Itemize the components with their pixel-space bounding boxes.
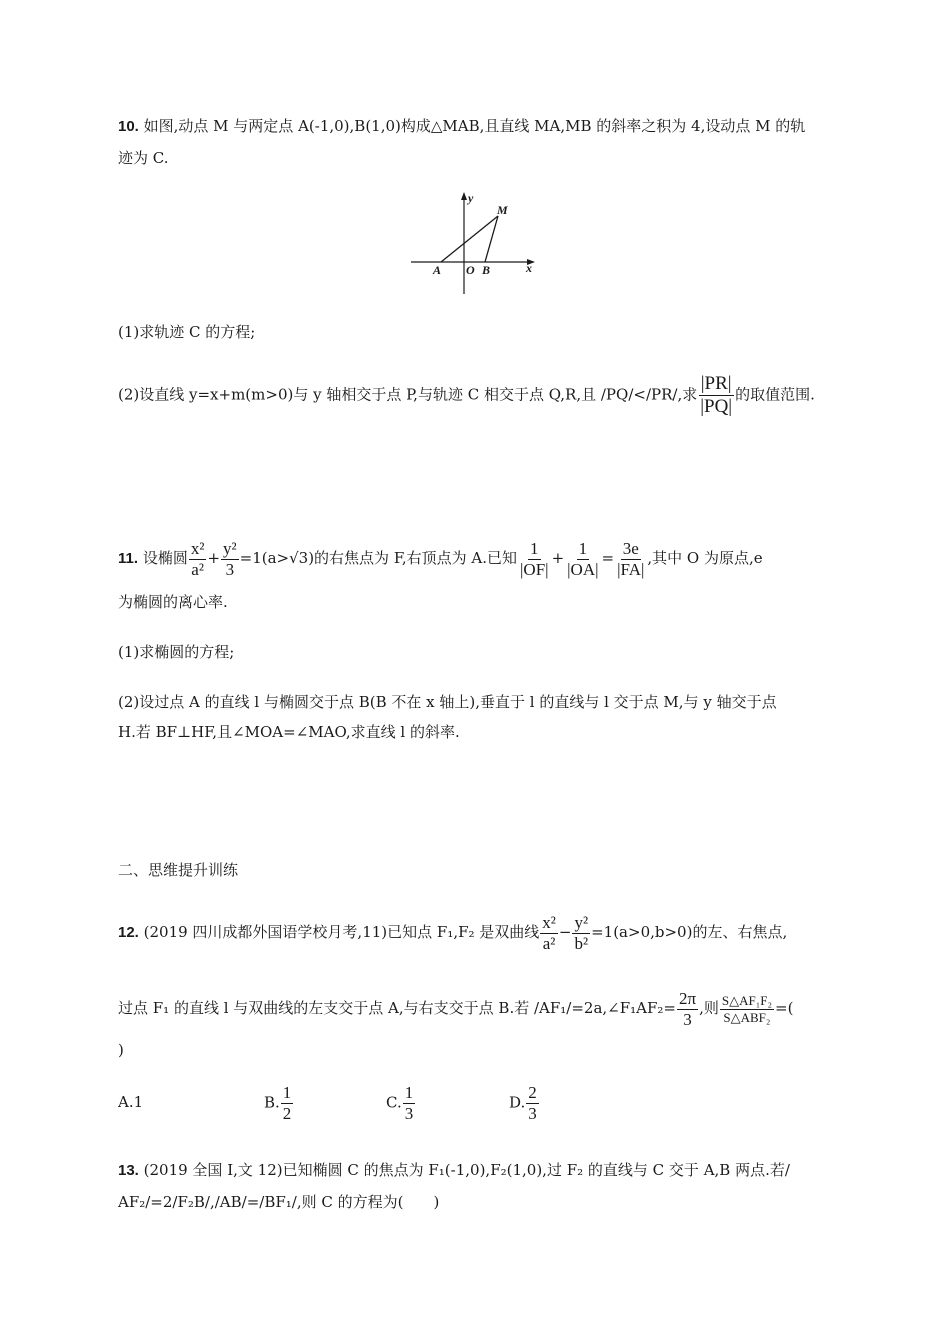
q12-option-b[interactable] <box>264 1084 294 1123</box>
q11-number: 11. <box>118 550 139 567</box>
q10-ratio-num: |PR| <box>700 373 732 394</box>
q12-frac-area-num: S△AF₁F₂ <box>721 992 772 1008</box>
q10-text-line1: 如图,动点 M 与两定点 A(-1,0),B(1,0)构成△MAB,且直线 MA,MB 的斜率之积为 4,设动点 M 的轨 <box>143 117 806 135</box>
q12-option-c-frac <box>403 1084 416 1123</box>
q11-text-c: ,其中 O 为原点,e <box>647 549 763 567</box>
q10-number: 10. <box>118 118 139 135</box>
q11-plus: + <box>207 549 221 567</box>
q13-line1 <box>118 1158 790 1183</box>
q12-option-d-den: 3 <box>528 1103 537 1123</box>
q10-part1: (1)求轨迹 C 的方程; <box>118 323 256 341</box>
q12-option-c-num: 1 <box>404 1083 414 1102</box>
label-a: A <box>433 263 442 277</box>
label-x: x <box>526 261 532 275</box>
q11-frac-of-den: |OF| <box>520 559 549 579</box>
segment-am <box>441 216 498 262</box>
q11-frac-of-num: 1 <box>530 538 539 558</box>
q12-option-c-label: C. <box>386 1093 402 1112</box>
q11-text-a: 设椭圆 <box>142 549 188 567</box>
q13-line2: AF₂/=2/F₂B/,/AB/=/BF₁/,则 C 的方程为( ) <box>118 1193 440 1211</box>
q11-part1: (1)求椭圆的方程; <box>118 643 235 661</box>
q10-part2-text-a: (2)设直线 y=x+m(m>0)与 y 轴相交于点 P,与轨迹 C 相交于点 Q,R,且 /PQ/</PR/,求 <box>118 385 698 404</box>
q11-line1 <box>118 536 763 581</box>
q10-ratio-fraction <box>698 374 734 417</box>
q10-ratio-den: |PQ| <box>700 395 733 417</box>
q12-frac-x2a2 <box>540 914 558 953</box>
q12-option-a-value: 1 <box>133 1093 144 1111</box>
q11-text-b: =1(a>√3)的右焦点为 F,右顶点为 A.已知 <box>239 549 518 567</box>
q12-frac-area-den: S△ABF₂ <box>723 1009 771 1025</box>
q11-plus2: + <box>551 549 565 567</box>
q12-option-b-label: B. <box>264 1093 280 1112</box>
label-y: y <box>468 191 474 205</box>
q12-line2-c: =( <box>775 999 794 1017</box>
q11-frac-oa <box>565 540 600 579</box>
q11-frac-fa <box>615 540 646 579</box>
q10-part2-text-b: 的取值范围. <box>735 385 815 404</box>
q12-frac-x2a2-num: x² <box>542 912 556 932</box>
q11-part2-line1: (2)设过点 A 的直线 l 与椭圆交于点 B(B 不在 x 轴上),垂直于 l 的直线与 l 交于点 M,与 y 轴交于点 <box>118 693 777 711</box>
q12-line3: ) <box>118 1041 124 1059</box>
label-b: B <box>482 263 491 277</box>
segment-bm <box>485 216 498 262</box>
q12-option-d-num: 2 <box>528 1083 537 1102</box>
q11-frac-fa-den: |FA| <box>617 559 645 579</box>
q12-text-a: (2019 四川成都外国语学校月考,11)已知点 F₁,F₂ 是双曲线 <box>143 923 540 941</box>
q11-frac-x2a2-den: a² <box>191 559 204 579</box>
q12-frac-angle-num: 2π <box>678 988 697 1008</box>
q10-line1 <box>118 114 805 139</box>
q12-frac-angle <box>677 990 698 1029</box>
q12-text-b: =1(a>0,b>0)的左、右焦点, <box>591 923 788 941</box>
q12-minus: − <box>558 923 572 941</box>
q11-frac-oa-den: |OA| <box>567 559 599 579</box>
q12-frac-angle-den: 3 <box>683 1009 692 1029</box>
q12-frac-x2a2-den: a² <box>542 933 556 953</box>
q11-frac-oa-num: 1 <box>578 538 588 558</box>
q12-number: 12. <box>118 924 139 941</box>
q11-line2: 为椭圆的离心率. <box>118 593 228 611</box>
q11-part2-line2: H.若 BF⊥HF,且∠MOA=∠MAO,求直线 l 的斜率. <box>118 723 460 741</box>
q11-frac-y23 <box>221 540 239 579</box>
q12-option-a[interactable] <box>118 1090 143 1114</box>
q11-frac-of <box>518 540 551 579</box>
q11-frac-y23-num: y² <box>223 538 237 558</box>
q12-option-d[interactable] <box>509 1084 540 1123</box>
q13-text-line1: (2019 全国 Ⅰ,文 12)已知椭圆 C 的焦点为 F₁(-1,0),F₂(1,0),过 F₂ 的直线与 C 交于 A,B 两点.若/ <box>143 1161 790 1179</box>
q10-text-line2: 迹为 C. <box>118 149 169 167</box>
q12-option-d-frac <box>526 1084 539 1123</box>
y-axis-arrow <box>461 192 467 200</box>
q12-option-b-den: 2 <box>282 1103 292 1123</box>
q12-option-c-den: 3 <box>404 1103 414 1123</box>
q12-option-b-num: 1 <box>282 1083 292 1102</box>
q11-frac-fa-num: 3e <box>622 538 639 558</box>
section-title: 二、思维提升训练 <box>118 861 239 879</box>
q12-option-d-label: D. <box>509 1093 526 1112</box>
q12-frac-y2b2-num: y² <box>574 912 589 932</box>
label-m: M <box>497 203 508 217</box>
q11-eq: = <box>601 549 615 567</box>
q12-line1 <box>118 910 787 955</box>
q11-frac-x2a2 <box>189 540 207 579</box>
q12-option-c[interactable] <box>386 1084 416 1123</box>
q12-line2-b: ,则 <box>699 999 719 1017</box>
q12-option-b-frac <box>281 1084 294 1123</box>
label-o: O <box>466 263 475 277</box>
q10-figure <box>405 188 545 300</box>
q11-frac-x2a2-num: x² <box>190 538 205 558</box>
q10-part2 <box>118 374 815 417</box>
q12-frac-y2b2-den: b² <box>574 933 589 953</box>
q12-option-a-label: A. <box>118 1093 134 1111</box>
q12-frac-area-ratio <box>720 994 774 1024</box>
q12-frac-y2b2 <box>572 914 590 953</box>
q11-frac-y23-den: 3 <box>225 559 235 579</box>
q12-line2 <box>118 986 793 1030</box>
q12-line2-a: 过点 F₁ 的直线 l 与双曲线的左支交于点 A,与右支交于点 B.若 /AF₁/=2a,∠F₁AF₂= <box>118 999 676 1017</box>
q13-number: 13. <box>118 1162 139 1179</box>
